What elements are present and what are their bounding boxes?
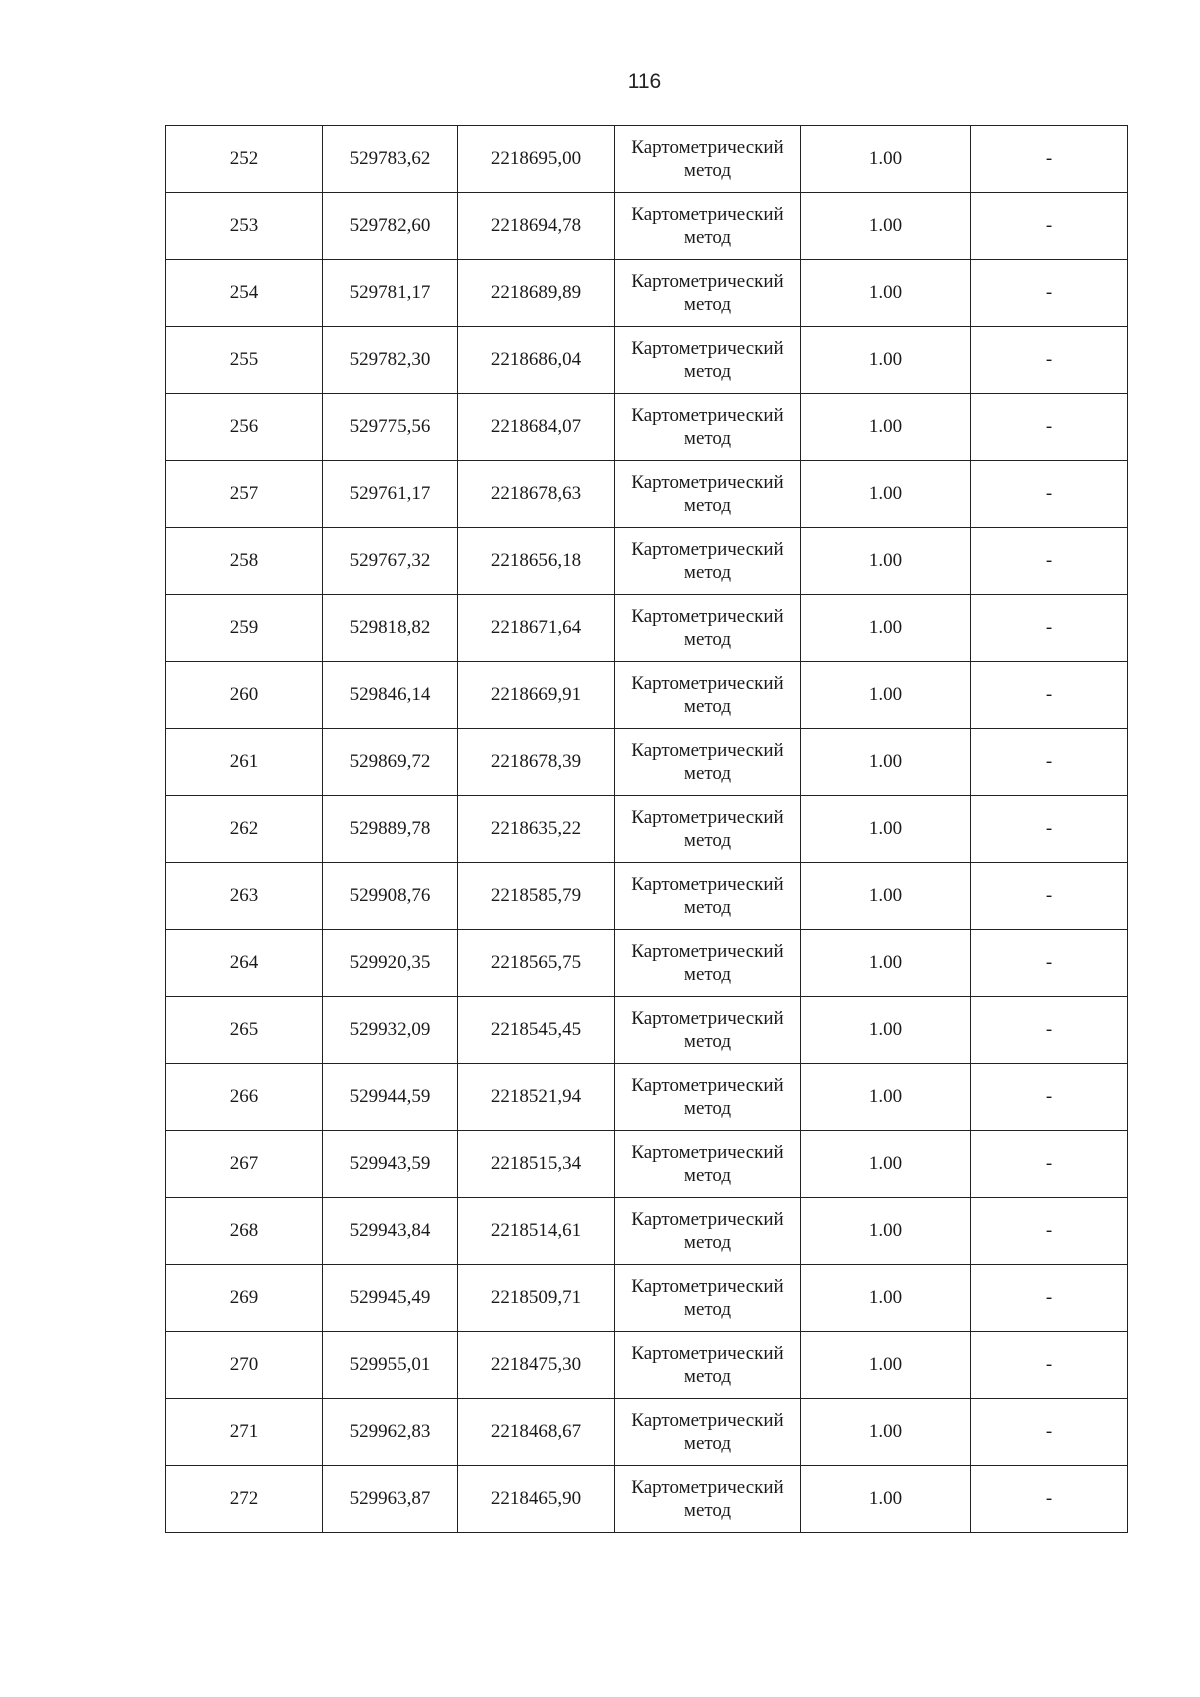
accuracy-cell: 1.00: [801, 260, 971, 327]
method-cell: [615, 796, 801, 863]
coordinate-x-cell: 529846,14: [323, 662, 458, 729]
method-line-1: Картометрический: [631, 271, 784, 292]
coordinate-x-cell: 529782,60: [323, 193, 458, 260]
coordinate-y-cell: 2218565,75: [458, 930, 615, 997]
coordinates-table: [165, 125, 1128, 1533]
point-number-cell: 268: [166, 1198, 323, 1265]
coordinate-x-cell: 529944,59: [323, 1064, 458, 1131]
method-line-2: метод: [683, 294, 732, 315]
point-number-cell: 267: [166, 1131, 323, 1198]
accuracy-cell: 1.00: [801, 796, 971, 863]
point-number-cell: 272: [166, 1466, 323, 1533]
coordinate-y-cell: 2218515,34: [458, 1131, 615, 1198]
table-row: [166, 1265, 1128, 1332]
method-line-1: Картометрический: [631, 539, 784, 560]
coordinate-x-cell: 529781,17: [323, 260, 458, 327]
method-cell: [615, 729, 801, 796]
point-number-cell: 270: [166, 1332, 323, 1399]
method-line-1: Картометрический: [631, 472, 784, 493]
description-cell: -: [971, 863, 1128, 930]
method-line-1: Картометрический: [631, 137, 784, 158]
method-cell: [615, 1399, 801, 1466]
method-cell: [615, 1466, 801, 1533]
method-cell: [615, 260, 801, 327]
description-cell: -: [971, 930, 1128, 997]
description-cell: -: [971, 796, 1128, 863]
method-line-1: Картометрический: [631, 874, 784, 895]
accuracy-cell: 1.00: [801, 1399, 971, 1466]
method-line-2: метод: [683, 562, 732, 583]
method-line-1: Картометрический: [631, 1343, 784, 1364]
accuracy-cell: 1.00: [801, 1332, 971, 1399]
accuracy-cell: 1.00: [801, 528, 971, 595]
table-row: [166, 729, 1128, 796]
coordinate-x-cell: 529782,30: [323, 327, 458, 394]
coordinate-y-cell: 2218514,61: [458, 1198, 615, 1265]
method-cell: [615, 595, 801, 662]
description-cell: -: [971, 461, 1128, 528]
accuracy-cell: 1.00: [801, 997, 971, 1064]
method-cell: [615, 1064, 801, 1131]
coordinate-y-cell: 2218694,78: [458, 193, 615, 260]
method-line-1: Картометрический: [631, 807, 784, 828]
accuracy-cell: 1.00: [801, 1198, 971, 1265]
coordinate-x-cell: 529963,87: [323, 1466, 458, 1533]
coordinate-x-cell: 529783,62: [323, 126, 458, 193]
point-number-cell: 256: [166, 394, 323, 461]
method-cell: [615, 126, 801, 193]
point-number-cell: 265: [166, 997, 323, 1064]
method-line-2: метод: [683, 1232, 732, 1253]
accuracy-cell: 1.00: [801, 1064, 971, 1131]
method-line-2: метод: [683, 1433, 732, 1454]
accuracy-cell: 1.00: [801, 1466, 971, 1533]
method-line-2: метод: [683, 495, 732, 516]
coordinate-y-cell: 2218465,90: [458, 1466, 615, 1533]
table-row: [166, 1198, 1128, 1265]
coordinate-y-cell: 2218585,79: [458, 863, 615, 930]
description-cell: -: [971, 193, 1128, 260]
coordinate-x-cell: 529889,78: [323, 796, 458, 863]
point-number-cell: 271: [166, 1399, 323, 1466]
table-row: [166, 126, 1128, 193]
method-line-1: Картометрический: [631, 673, 784, 694]
coordinate-x-cell: 529761,17: [323, 461, 458, 528]
coordinate-y-cell: 2218695,00: [458, 126, 615, 193]
description-cell: -: [971, 1466, 1128, 1533]
table-body: [166, 126, 1128, 1533]
table-row: [166, 1131, 1128, 1198]
coordinate-x-cell: 529962,83: [323, 1399, 458, 1466]
method-line-1: Картометрический: [631, 1142, 784, 1163]
point-number-cell: 264: [166, 930, 323, 997]
page-number: 116: [627, 70, 662, 93]
coordinate-y-cell: 2218468,67: [458, 1399, 615, 1466]
table-row: [166, 1332, 1128, 1399]
description-cell: -: [971, 394, 1128, 461]
description-cell: -: [971, 1399, 1128, 1466]
point-number-cell: 255: [166, 327, 323, 394]
description-cell: -: [971, 595, 1128, 662]
accuracy-cell: 1.00: [801, 126, 971, 193]
coordinate-y-cell: 2218686,04: [458, 327, 615, 394]
method-cell: [615, 997, 801, 1064]
description-cell: -: [971, 1332, 1128, 1399]
coordinate-y-cell: 2218669,91: [458, 662, 615, 729]
method-line-2: метод: [683, 361, 732, 382]
method-line-2: метод: [683, 696, 732, 717]
method-cell: [615, 193, 801, 260]
description-cell: -: [971, 126, 1128, 193]
table-row: [166, 394, 1128, 461]
method-line-2: метод: [683, 629, 732, 650]
point-number-cell: 269: [166, 1265, 323, 1332]
accuracy-cell: 1.00: [801, 930, 971, 997]
accuracy-cell: 1.00: [801, 1265, 971, 1332]
method-cell: [615, 662, 801, 729]
method-cell: [615, 327, 801, 394]
table-row: [166, 997, 1128, 1064]
method-cell: [615, 394, 801, 461]
point-number-cell: 263: [166, 863, 323, 930]
coordinate-y-cell: 2218684,07: [458, 394, 615, 461]
coordinate-x-cell: 529775,56: [323, 394, 458, 461]
method-cell: [615, 461, 801, 528]
point-number-cell: 260: [166, 662, 323, 729]
table-row: [166, 930, 1128, 997]
table-row: [166, 1064, 1128, 1131]
method-cell: [615, 1332, 801, 1399]
method-cell: [615, 1265, 801, 1332]
table-row: [166, 863, 1128, 930]
point-number-cell: 262: [166, 796, 323, 863]
description-cell: -: [971, 260, 1128, 327]
method-line-1: Картометрический: [631, 405, 784, 426]
point-number-cell: 257: [166, 461, 323, 528]
accuracy-cell: 1.00: [801, 394, 971, 461]
accuracy-cell: 1.00: [801, 461, 971, 528]
method-cell: [615, 863, 801, 930]
coordinate-y-cell: 2218689,89: [458, 260, 615, 327]
method-line-1: Картометрический: [631, 1410, 784, 1431]
coordinate-y-cell: 2218475,30: [458, 1332, 615, 1399]
accuracy-cell: 1.00: [801, 863, 971, 930]
method-line-2: метод: [683, 1299, 732, 1320]
coordinate-y-cell: 2218678,39: [458, 729, 615, 796]
method-line-2: метод: [683, 964, 732, 985]
accuracy-cell: 1.00: [801, 327, 971, 394]
method-line-1: Картометрический: [631, 204, 784, 225]
coordinate-x-cell: 529945,49: [323, 1265, 458, 1332]
coordinate-x-cell: 529920,35: [323, 930, 458, 997]
method-line-1: Картометрический: [631, 1008, 784, 1029]
coordinate-y-cell: 2218509,71: [458, 1265, 615, 1332]
method-line-1: Картометрический: [631, 606, 784, 627]
table-row: [166, 528, 1128, 595]
description-cell: -: [971, 1265, 1128, 1332]
point-number-cell: 252: [166, 126, 323, 193]
coordinate-y-cell: 2218635,22: [458, 796, 615, 863]
method-line-2: метод: [683, 1165, 732, 1186]
method-line-1: Картометрический: [631, 1209, 784, 1230]
method-line-1: Картометрический: [631, 740, 784, 761]
description-cell: -: [971, 528, 1128, 595]
description-cell: -: [971, 1131, 1128, 1198]
method-line-1: Картометрический: [631, 1075, 784, 1096]
point-number-cell: 258: [166, 528, 323, 595]
description-cell: -: [971, 1064, 1128, 1131]
method-cell: [615, 1131, 801, 1198]
method-line-2: метод: [683, 1031, 732, 1052]
point-number-cell: 254: [166, 260, 323, 327]
coordinate-x-cell: 529908,76: [323, 863, 458, 930]
method-line-2: метод: [683, 763, 732, 784]
method-line-1: Картометрический: [631, 338, 784, 359]
method-cell: [615, 1198, 801, 1265]
coordinate-y-cell: 2218671,64: [458, 595, 615, 662]
accuracy-cell: 1.00: [801, 1131, 971, 1198]
method-line-1: Картометрический: [631, 1477, 784, 1498]
method-line-2: метод: [683, 160, 732, 181]
coordinate-x-cell: 529943,59: [323, 1131, 458, 1198]
table-row: [166, 327, 1128, 394]
method-line-2: метод: [683, 830, 732, 851]
method-line-2: метод: [683, 1366, 732, 1387]
point-number-cell: 266: [166, 1064, 323, 1131]
table-row: [166, 662, 1128, 729]
coordinate-x-cell: 529767,32: [323, 528, 458, 595]
point-number-cell: 261: [166, 729, 323, 796]
table-row: [166, 796, 1128, 863]
coordinate-x-cell: 529943,84: [323, 1198, 458, 1265]
accuracy-cell: 1.00: [801, 662, 971, 729]
table-row: [166, 1399, 1128, 1466]
accuracy-cell: 1.00: [801, 193, 971, 260]
table-row: [166, 461, 1128, 528]
description-cell: -: [971, 1198, 1128, 1265]
description-cell: -: [971, 997, 1128, 1064]
coordinate-x-cell: 529932,09: [323, 997, 458, 1064]
method-line-2: метод: [683, 227, 732, 248]
point-number-cell: 253: [166, 193, 323, 260]
accuracy-cell: 1.00: [801, 595, 971, 662]
method-line-2: метод: [683, 1098, 732, 1119]
description-cell: -: [971, 327, 1128, 394]
description-cell: -: [971, 662, 1128, 729]
coordinate-y-cell: 2218656,18: [458, 528, 615, 595]
table-row: [166, 260, 1128, 327]
accuracy-cell: 1.00: [801, 729, 971, 796]
point-number-cell: 259: [166, 595, 323, 662]
method-line-2: метод: [683, 897, 732, 918]
coordinate-x-cell: 529869,72: [323, 729, 458, 796]
method-line-1: Картометрический: [631, 1276, 784, 1297]
method-line-1: Картометрический: [631, 941, 784, 962]
table-row: [166, 193, 1128, 260]
method-line-2: метод: [683, 1500, 732, 1521]
method-cell: [615, 930, 801, 997]
coordinate-y-cell: 2218678,63: [458, 461, 615, 528]
description-cell: -: [971, 729, 1128, 796]
table-row: [166, 595, 1128, 662]
coordinate-y-cell: 2218545,45: [458, 997, 615, 1064]
coordinate-x-cell: 529818,82: [323, 595, 458, 662]
coordinate-x-cell: 529955,01: [323, 1332, 458, 1399]
method-line-2: метод: [683, 428, 732, 449]
table-row: [166, 1466, 1128, 1533]
coordinate-y-cell: 2218521,94: [458, 1064, 615, 1131]
method-cell: [615, 528, 801, 595]
